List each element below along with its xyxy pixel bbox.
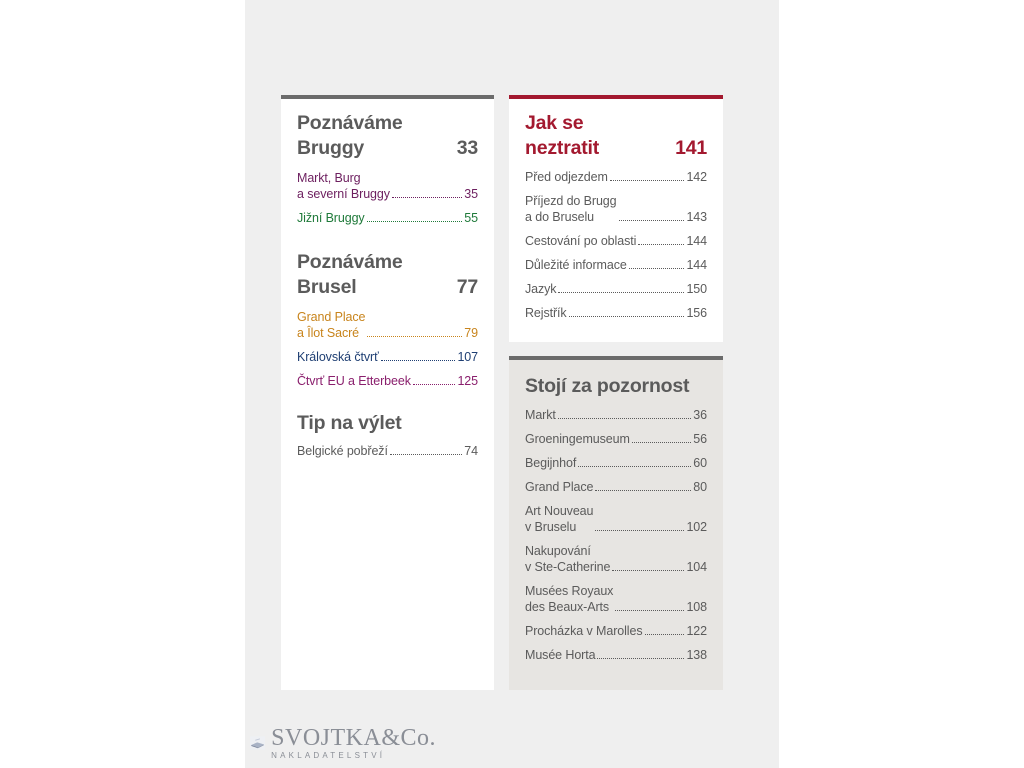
leader-dots xyxy=(595,530,684,531)
toc-entry-label: Královská čtvrť xyxy=(297,350,379,364)
toc-entry[interactable] xyxy=(525,305,707,321)
section-page-number: 33 xyxy=(456,137,478,159)
leader-dots xyxy=(645,634,685,635)
toc-entry-label: Před odjezdem xyxy=(525,170,608,184)
section-title: Poznáváme Bruggy xyxy=(297,112,403,159)
toc-entry-page: 102 xyxy=(686,520,707,534)
toc-entry-label: Rejstřík xyxy=(525,306,567,320)
leader-dots xyxy=(367,336,462,337)
toc-entry-label: Příjezd do Brugg a do Bruselu xyxy=(525,194,617,224)
publisher-logo xyxy=(250,721,436,765)
leader-dots xyxy=(619,220,685,221)
leader-dots xyxy=(390,454,462,455)
toc-entry[interactable] xyxy=(525,431,707,447)
section-tip xyxy=(297,411,478,459)
toc-entry-page: 107 xyxy=(457,350,478,364)
section-page-number: 77 xyxy=(456,276,478,298)
toc-entry[interactable] xyxy=(297,210,478,226)
toc-entry[interactable] xyxy=(525,543,707,575)
toc-entry[interactable] xyxy=(525,647,707,663)
toc-entry[interactable] xyxy=(297,443,478,459)
logo-text xyxy=(271,726,436,761)
contents-highlights-panel xyxy=(509,356,723,690)
leader-dots xyxy=(610,180,685,181)
toc-entry[interactable] xyxy=(525,257,707,273)
toc-entry-page: 56 xyxy=(693,432,707,446)
leader-dots xyxy=(367,221,463,222)
section-brusel xyxy=(297,250,478,389)
toc-entry-label: Nakupování v Ste-Catherine xyxy=(525,544,611,574)
section-heading xyxy=(525,111,707,161)
section-heading xyxy=(297,111,478,161)
leader-dots xyxy=(629,268,685,269)
book-icon xyxy=(250,723,265,763)
section-practical xyxy=(525,111,707,321)
toc-entry-page: 142 xyxy=(686,170,707,184)
section-bruggy xyxy=(297,111,478,226)
toc-entry-label: Begijnhof xyxy=(525,456,577,470)
toc-entry[interactable] xyxy=(525,169,707,185)
toc-entry-label: Jazyk xyxy=(525,282,557,296)
toc-entry-page: 35 xyxy=(464,187,478,201)
section-heading xyxy=(525,374,707,399)
toc-entry[interactable] xyxy=(525,623,707,639)
toc-entry-label: Čtvrť EU a Etterbeek xyxy=(297,374,411,388)
leader-dots xyxy=(558,292,684,293)
toc-entry[interactable] xyxy=(525,193,707,225)
section-title: Poznáváme Brusel xyxy=(297,251,403,298)
leader-dots xyxy=(615,610,684,611)
leader-dots xyxy=(595,490,691,491)
leader-dots xyxy=(638,244,684,245)
leader-dots xyxy=(578,466,691,467)
toc-entry-page: 125 xyxy=(457,374,478,388)
contents-left-panel xyxy=(281,95,494,690)
contents-practical-panel xyxy=(509,95,723,342)
toc-entry[interactable] xyxy=(297,349,478,365)
toc-entry-page: 122 xyxy=(686,624,707,638)
toc-entry-page: 104 xyxy=(686,560,707,574)
toc-entry-page: 108 xyxy=(686,600,707,614)
toc-entry-label: Musées Royaux des Beaux-Arts xyxy=(525,584,614,614)
leader-dots xyxy=(612,570,684,571)
leader-dots xyxy=(392,197,462,198)
toc-entry-page: 80 xyxy=(693,480,707,494)
toc-entry-page: 143 xyxy=(686,210,707,224)
toc-entry[interactable] xyxy=(525,233,707,249)
toc-entry-label: Důležité informace xyxy=(525,258,627,272)
section-title: Jak se neztratit xyxy=(525,112,600,159)
toc-entry-label: Art Nouveau v Bruselu xyxy=(525,504,594,534)
logo-subtitle: NAKLADATELSTVÍ xyxy=(271,750,386,760)
section-title: Stojí za pozornost xyxy=(525,375,690,397)
toc-entry-page: 60 xyxy=(693,456,707,470)
toc-entry-label: Musée Horta xyxy=(525,648,596,662)
section-title: Tip na výlet xyxy=(297,412,402,434)
toc-entry[interactable] xyxy=(297,373,478,389)
toc-entry-page: 36 xyxy=(693,408,707,422)
toc-entry[interactable] xyxy=(525,583,707,615)
toc-entry-label: Markt xyxy=(525,408,556,422)
leader-dots xyxy=(632,442,691,443)
toc-entry-label: Jižní Bruggy xyxy=(297,211,365,225)
toc-entry-page: 138 xyxy=(686,648,707,662)
section-page-number: 141 xyxy=(675,137,707,159)
toc-entry-label: Cestování po oblasti xyxy=(525,234,637,248)
toc-entry[interactable] xyxy=(525,503,707,535)
logo-wordmark: SVOJTKA&Co. xyxy=(271,724,436,751)
section-highlights xyxy=(525,374,707,663)
toc-entry-page: 79 xyxy=(464,326,478,340)
toc-entry-label: Markt, Burg a severní Bruggy xyxy=(297,171,390,201)
toc-entry-page: 150 xyxy=(686,282,707,296)
toc-entry-label: Procházka v Marolles xyxy=(525,624,643,638)
leader-dots xyxy=(597,658,684,659)
leader-dots xyxy=(558,418,692,419)
toc-entry-page: 55 xyxy=(464,211,478,225)
leader-dots xyxy=(569,316,685,317)
toc-entry[interactable] xyxy=(525,455,707,471)
toc-entry[interactable] xyxy=(297,309,478,341)
toc-entry-page: 74 xyxy=(464,444,478,458)
toc-entry[interactable] xyxy=(525,479,707,495)
section-heading xyxy=(297,411,478,436)
toc-entry-page: 156 xyxy=(686,306,707,320)
toc-entry-label: Groeningemuseum xyxy=(525,432,630,446)
leader-dots xyxy=(381,360,456,361)
section-heading xyxy=(297,250,478,300)
leader-dots xyxy=(413,384,456,385)
toc-entry-page: 144 xyxy=(686,258,707,272)
toc-entry[interactable] xyxy=(525,407,707,423)
toc-entry-label: Grand Place a Îlot Sacré xyxy=(297,310,366,340)
toc-entry-page: 144 xyxy=(686,234,707,248)
toc-entry-label: Grand Place xyxy=(525,480,594,494)
toc-entry[interactable] xyxy=(297,170,478,202)
toc-entry-label: Belgické pobřeží xyxy=(297,444,388,458)
toc-entry[interactable] xyxy=(525,281,707,297)
